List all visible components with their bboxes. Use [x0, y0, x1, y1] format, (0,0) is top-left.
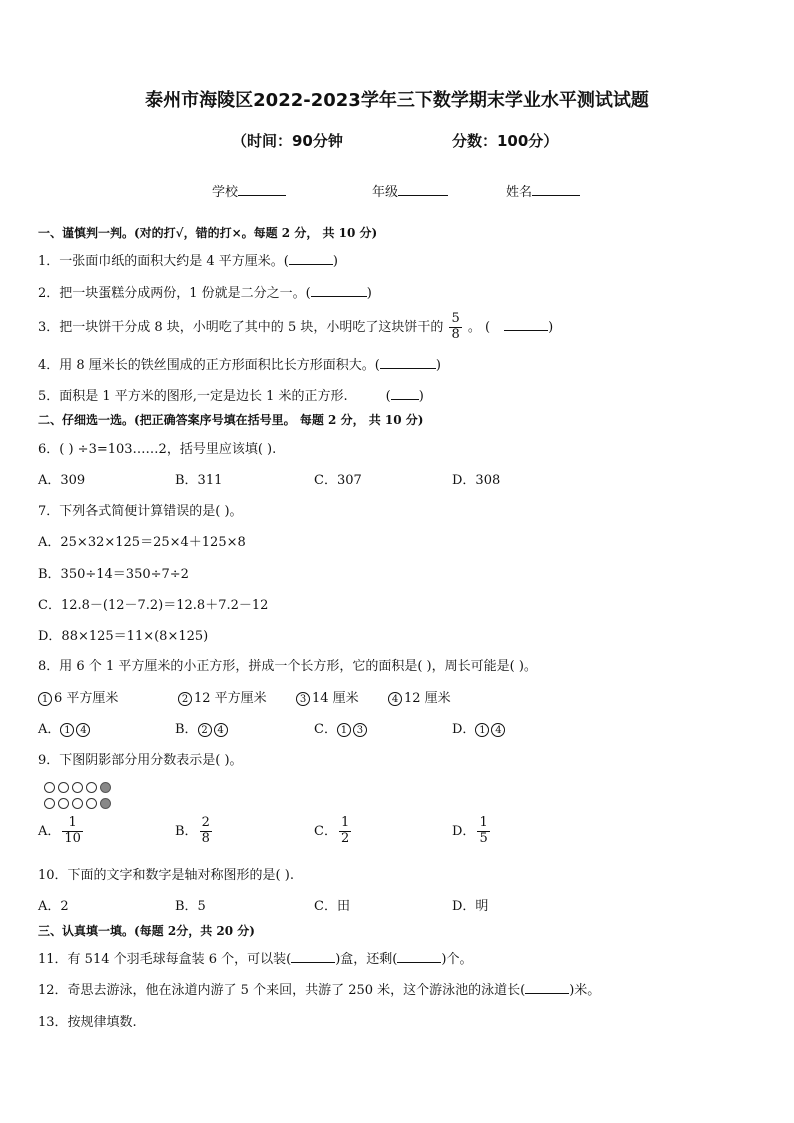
q8-option-d[interactable]: D． 1 4 [452, 718, 507, 737]
question-10: 10．下面的文字和数字是轴对称图形的是( ). [38, 868, 294, 883]
q6-option-d[interactable]: D．308 [452, 473, 501, 488]
section3-title: 三、认真填一填。(每题 2分，共 20 分) [38, 924, 255, 938]
circle-icon [72, 782, 83, 793]
question-7: 7．下列各式简便计算错误的是( )。 [38, 504, 243, 519]
q7-option-b[interactable]: B．350÷14＝350÷7÷2 [38, 567, 189, 582]
question-2: 2．把一块蛋糕分成两份，1 份就是二分之一。( ) [38, 286, 372, 301]
dot-figure-row-1 [44, 782, 111, 793]
q6-option-a[interactable]: A．309 [38, 473, 86, 488]
question-13: 13．按规律填数. [38, 1015, 137, 1030]
answer-blank-11b[interactable] [397, 950, 441, 963]
circle-icon [44, 782, 55, 793]
question-12: 12．奇思去游泳，他在泳道内游了 5 个来回，共游了 250 米，这个游泳池的泳道长( )米。 [38, 983, 601, 998]
section1-title: 一、谨慎判一判。(对的打√，错的打×。每题 2 分， 共 10 分) [38, 226, 378, 240]
exam-score: 分数：100分） [452, 132, 559, 150]
exam-time: （时间：90分钟 [232, 132, 343, 150]
circle-icon [44, 798, 55, 809]
question-11: 11．有 514 个羽毛球每盒装 6 个，可以装( )盒，还剩( )个。 [38, 952, 473, 967]
q8-option-b[interactable]: B． 2 4 [175, 718, 230, 737]
circle-icon [86, 782, 97, 793]
question-5: 5．面积是 1 平方米的图形,一定是边长 1 米的正方形. ( ) [38, 389, 424, 404]
q7-option-d[interactable]: D．88×125＝11×(8×125) [38, 629, 209, 644]
answer-blank-5[interactable] [391, 387, 419, 400]
q8-option-c[interactable]: C． 1 3 [314, 718, 369, 737]
circle-icon [86, 798, 97, 809]
q10-option-d[interactable]: D．明 [452, 899, 489, 914]
answer-blank-1[interactable] [289, 252, 333, 265]
answer-blank-3[interactable] [504, 318, 548, 331]
answer-blank-11a[interactable] [291, 950, 335, 963]
q8-item-4: 4 12 厘米 [388, 687, 451, 706]
q8-item-1: 1 6 平方厘米 [38, 687, 118, 706]
answer-blank-2[interactable] [311, 284, 367, 297]
circle-icon [72, 798, 83, 809]
shaded-circle-icon [100, 782, 111, 793]
q7-option-a[interactable]: A．25×32×125＝25×4＋125×8 [38, 535, 246, 550]
school-field [212, 181, 286, 200]
section2-title: 二、仔细选一选。(把正确答案序号填在括号里。 每题 2 分， 共 10 分) [38, 413, 424, 427]
q7-option-c[interactable]: C．12.8－(12－7.2)＝12.8＋7.2－12 [38, 598, 269, 613]
answer-blank-4[interactable] [380, 356, 436, 369]
name-blank[interactable] [532, 182, 580, 196]
q10-option-b[interactable]: B．5 [175, 899, 206, 914]
school-label: 学校 [212, 185, 239, 200]
q6-option-b[interactable]: B．311 [175, 473, 223, 488]
question-9: 9．下图阴影部分用分数表示是( )。 [38, 753, 243, 768]
page-title: 泰州市海陵区2022-2023学年三下数学期末学业水平测试试题 [145, 90, 649, 111]
q9-option-d[interactable]: D． $\frac{1}{5}$ [452, 815, 488, 846]
circle-icon [58, 782, 69, 793]
q6-option-c[interactable]: C．307 [314, 473, 362, 488]
circle-icon [58, 798, 69, 809]
shaded-circle-icon [100, 798, 111, 809]
q10-option-a[interactable]: A．2 [38, 899, 69, 914]
name-label: 姓名 [506, 185, 533, 200]
q8-item-2: 2 12 平方厘米 [178, 687, 267, 706]
answer-blank-12[interactable] [525, 981, 569, 994]
fraction-5-8: $\frac{5}{8}$ [451, 311, 460, 342]
q9-option-c[interactable]: C． $\frac{1}{2}$ [314, 815, 350, 846]
grade-field [372, 181, 448, 200]
dot-figure-row-2 [44, 798, 111, 809]
q10-option-c[interactable]: C．田 [314, 899, 350, 914]
question-6: 6．( ) ÷3=103……2，括号里应该填( ). [38, 442, 277, 457]
grade-label: 年级 [372, 185, 399, 200]
question-3: 3．把一块饼干分成 8 块，小明吃了其中的 5 块，小明吃了这块饼干的 $\frac{5}{8}$ 。 ( ) [38, 311, 554, 342]
q8-option-a[interactable]: A． 1 4 [38, 718, 92, 737]
q8-item-3: 3 14 厘米 [296, 687, 359, 706]
school-blank[interactable] [238, 182, 286, 196]
question-8: 8．用 6 个 1 平方厘米的小正方形，拼成一个长方形，它的面积是( )，周长可能是( )。 [38, 659, 537, 674]
question-4: 4．用 8 厘米长的铁丝围成的正方形面积比长方形面积大。( ) [38, 358, 441, 373]
name-field [506, 181, 580, 200]
q9-option-b[interactable]: B． $\frac{2}{8}$ [175, 815, 210, 846]
grade-blank[interactable] [398, 182, 448, 196]
question-1: 1．一张面巾纸的面积大约是 4 平方厘米。( ) [38, 254, 338, 269]
q9-option-a[interactable]: A． $\frac{1}{10}$ [38, 815, 81, 846]
